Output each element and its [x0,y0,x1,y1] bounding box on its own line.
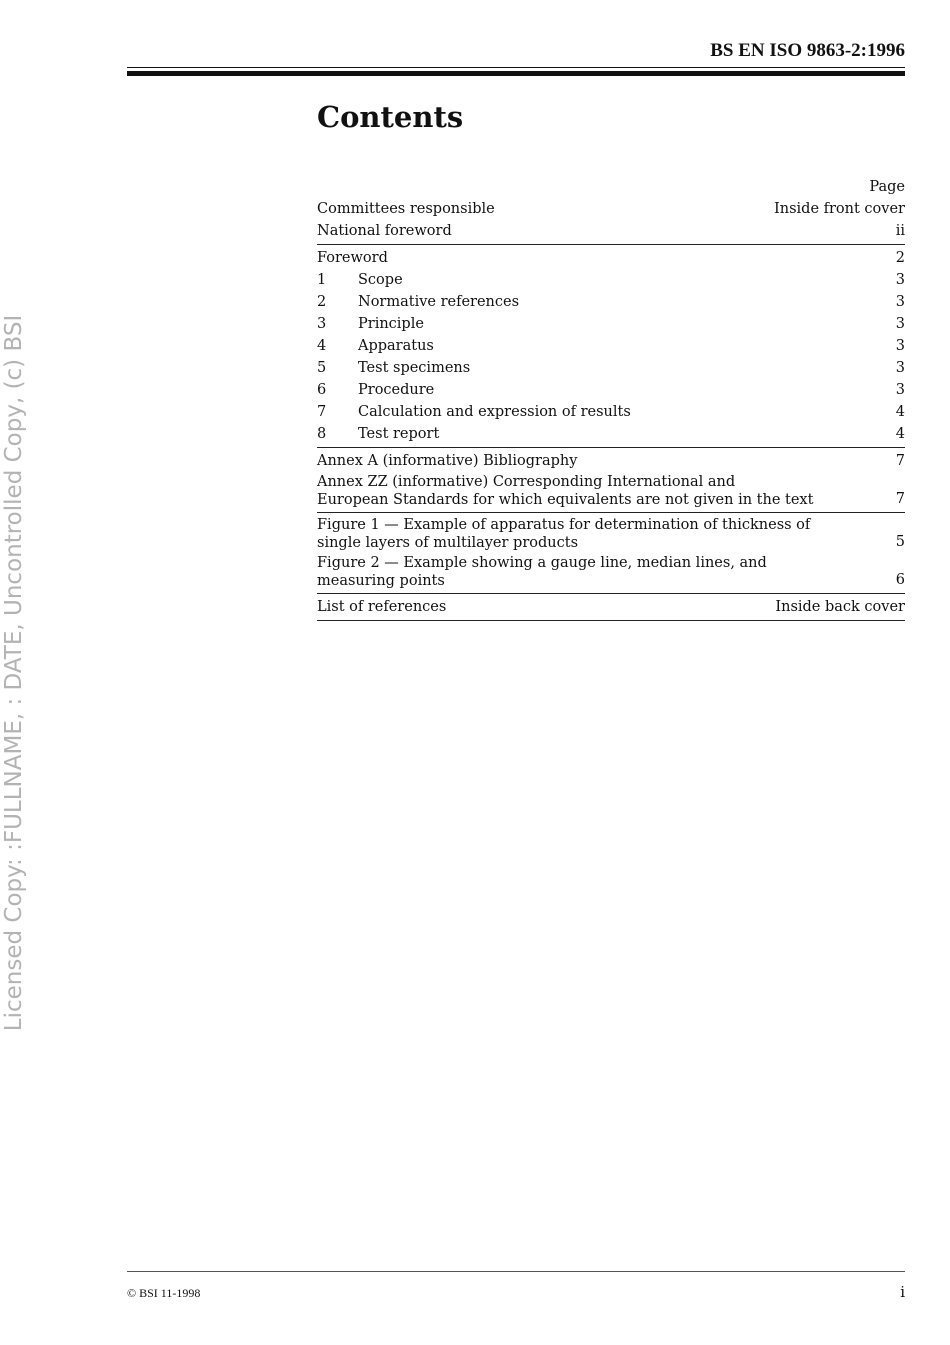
toc-entry-number: 6 [317,382,327,398]
toc-entry[interactable] [317,401,905,423]
toc-entry[interactable] [317,357,905,379]
toc-entry-page: 3 [895,382,905,398]
watermark-text: Licensed Copy: :FULLNAME, : DATE, Uncontrolled Copy, (c) BSI [1,314,27,1032]
toc-entry-number: 1 [317,272,327,288]
toc-entry-label: Calculation and expression of results [358,404,631,420]
toc-entry-number: 4 [317,338,327,354]
toc-groups [317,198,905,621]
page-column-label: Page [869,179,905,195]
footer-page-number: i [900,1283,905,1301]
header-rule-thick [127,71,905,76]
toc-entry[interactable] [317,198,905,220]
toc-entry-label: Procedure [358,382,435,398]
toc-entry-number: 8 [317,426,327,442]
toc-entry-page: 3 [895,294,905,310]
table-of-contents [317,176,905,623]
toc-entry-page: 5 [895,534,905,550]
toc-entry-number: 7 [317,404,327,420]
toc-group [317,198,905,245]
toc-group [317,596,905,621]
toc-entry-page: ii [895,223,905,239]
toc-entry-label: Principle [358,316,424,332]
toc-entry-label: Test report [358,426,440,442]
toc-entry-label-line: Figure 2 — Example showing a gauge line, median lines, and [317,555,767,571]
toc-entry[interactable] [317,247,905,269]
toc-group [317,515,905,594]
toc-entry-label-line: Annex ZZ (informative) Corresponding International and [317,474,736,490]
toc-entry[interactable] [317,291,905,313]
toc-entry-number: 3 [317,316,327,332]
toc-entry-label: National foreword [317,223,452,239]
page-title: Contents [317,100,464,134]
toc-entry[interactable] [317,313,905,335]
toc-entry-label [317,516,884,552]
toc-entry-label: List of references [317,599,447,615]
toc-group [317,247,905,448]
footer-copyright: © BSI 11-1998 [127,1286,201,1300]
toc-entry-label: Foreword [317,250,388,266]
toc-entry-label-line: Figure 1 — Example of apparatus for determination of thickness of [317,517,811,533]
toc-entry[interactable] [317,269,905,291]
toc-entry-page: 3 [895,338,905,354]
toc-entry-page: 7 [895,453,905,469]
toc-entry-label-line: single layers of multilayer products [317,535,579,551]
toc-entry-label: Committees responsible [317,201,495,217]
toc-entry[interactable] [317,379,905,401]
toc-entry[interactable] [317,553,905,591]
toc-entry-page: 6 [895,572,905,588]
toc-entry-label: Annex A (informative) Bibliography [317,453,578,469]
toc-entry[interactable] [317,515,905,553]
toc-entry-label: Apparatus [358,338,434,354]
toc-entry[interactable] [317,450,905,472]
toc-entry-number: 2 [317,294,327,310]
toc-entry-page: 7 [895,491,905,507]
toc-entry-page: 4 [895,426,905,442]
toc-entry-page: 3 [895,316,905,332]
toc-entry[interactable] [317,220,905,242]
standard-number: BS EN ISO 9863-2:1996 [710,40,905,61]
toc-entry-page: 3 [895,272,905,288]
toc-entry-label [317,473,884,509]
toc-entry-page: Inside front cover [774,201,905,217]
toc-entry-page: 4 [895,404,905,420]
toc-entry-label [317,554,884,590]
toc-entry-page: 3 [895,360,905,376]
toc-entry-number: 5 [317,360,327,376]
toc-entry[interactable] [317,335,905,357]
toc-entry-page: 2 [895,250,905,266]
footer-rule [127,1271,905,1272]
header-rule-thin [127,67,905,68]
toc-entry-label-line: measuring points [317,573,445,589]
toc-entry-label-line: European Standards for which equivalents are not given in the text [317,492,814,508]
toc-entry[interactable] [317,596,905,618]
toc-entry-label: Normative references [358,294,520,310]
toc-entry[interactable] [317,423,905,445]
toc-entry[interactable] [317,472,905,510]
toc-entry-label: Scope [358,272,403,288]
toc-group [317,450,905,513]
toc-entry-page: Inside back cover [775,599,905,615]
toc-entry-label: Test specimens [358,360,471,376]
